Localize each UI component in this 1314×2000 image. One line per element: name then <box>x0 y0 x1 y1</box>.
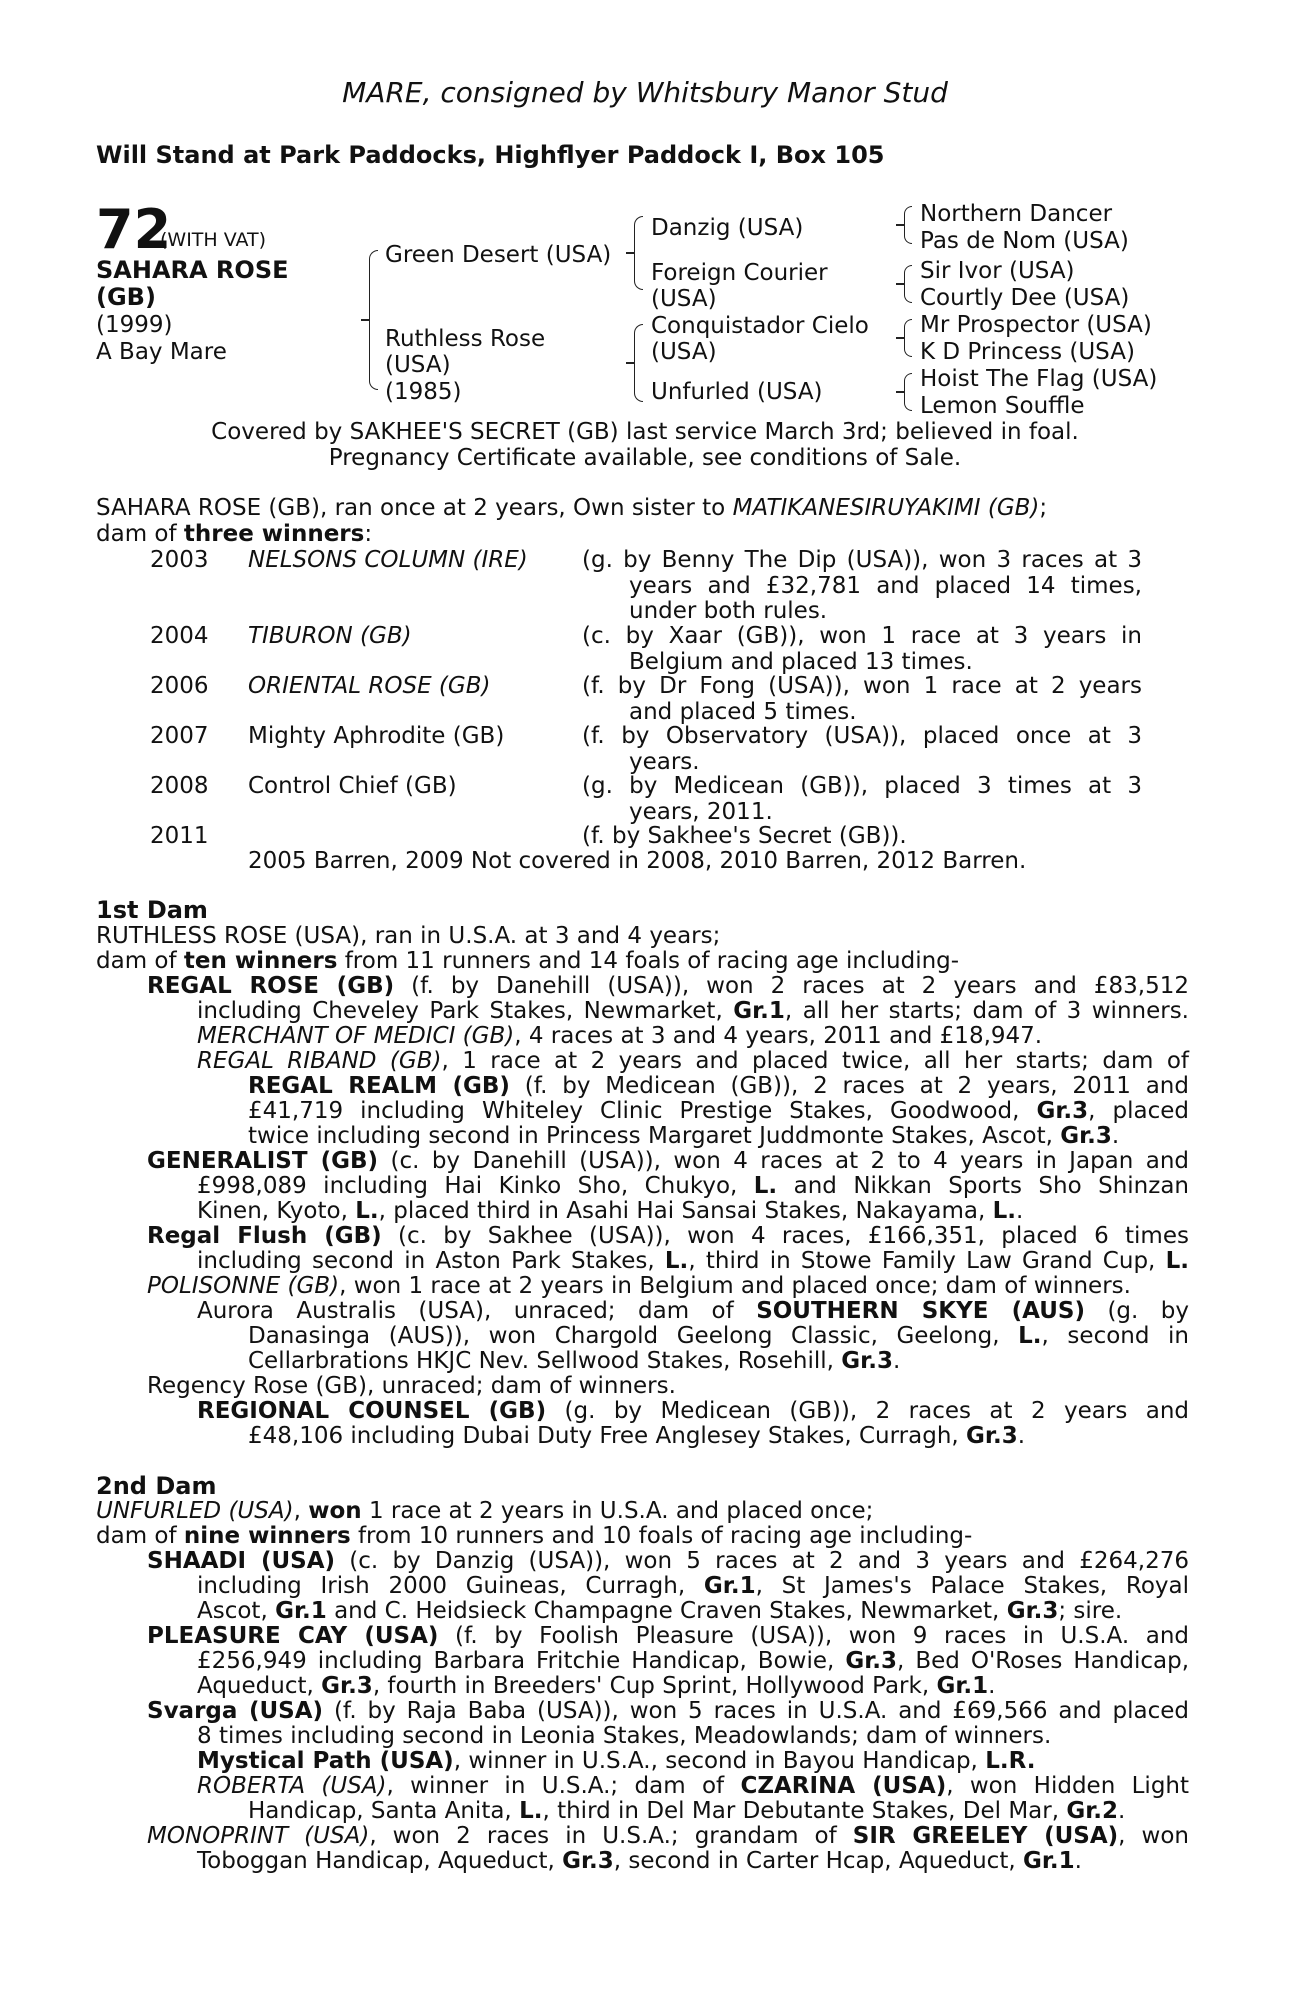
brace-dam <box>634 324 643 402</box>
text: , won 2 races in U.S.A.; grandam of <box>369 1823 853 1849</box>
cay-line-3 <box>197 1674 995 1700</box>
text: including second in Aston Park Stakes, <box>197 1248 665 1274</box>
pedigree-dam-1: Ruthless Rose <box>385 326 546 352</box>
listed-badge: L. <box>753 1173 778 1199</box>
entry-line <box>197 1049 1189 1075</box>
offspring-details <box>582 824 1142 850</box>
text: . <box>1118 1798 1126 1824</box>
aurora-line-2 <box>248 1324 1189 1350</box>
group-badge: Gr.3 <box>562 1848 614 1874</box>
shaadi-line-1 <box>147 1549 1189 1575</box>
offspring-line: and placed 5 times. <box>629 698 857 725</box>
pedigree-gg-3: Sir Ivor (USA) <box>920 258 1075 284</box>
second-dam-heading: 2nd Dam <box>96 1472 217 1500</box>
text: dam of <box>96 1523 184 1549</box>
text: from 11 runners and 14 foals of racing age including- <box>337 948 960 974</box>
intro-punct: ; <box>1039 495 1048 521</box>
pregnancy-note: Pregnancy Certificate available, see conditions of Sale. <box>328 445 962 471</box>
horse-year: (1999) <box>96 312 173 338</box>
text: twice including second in Princess Margaret Juddmonte Stakes, Ascot, <box>248 1123 1061 1149</box>
text: (g. by <box>1085 1298 1189 1324</box>
entry-line <box>197 1399 1189 1425</box>
brace-gg1 <box>904 206 912 244</box>
regal-rose-entry <box>147 974 1189 1000</box>
pedigree-dam-3: (1985) <box>385 379 462 405</box>
entry-line <box>197 1574 1189 1600</box>
entry-line <box>147 1149 1189 1175</box>
entry-line <box>197 1299 1189 1325</box>
text: , winner in U.S.A., second in Bayou Handicap, <box>453 1748 986 1774</box>
runner-name: CZARINA (USA) <box>740 1773 947 1799</box>
pedigree-gg-6: K D Princess (USA) <box>920 339 1135 365</box>
listed-badge: L. <box>1165 1248 1189 1274</box>
covered-note: Covered by SAKHEE'S SECRET (GB) last service March 3rd; believed in foal. <box>211 419 1079 445</box>
offspring-details <box>582 724 1142 775</box>
text: Handicap, Santa Anita, <box>248 1798 520 1824</box>
aurora-line-1 <box>197 1299 1189 1325</box>
text: (f. by Danehill (USA)), won 2 races at 2 years and £83,512 <box>394 973 1189 999</box>
text: , <box>293 1498 309 1524</box>
dam-name: UNFURLED (USA) <box>96 1498 294 1524</box>
intro-text: SAHARA ROSE (GB), ran once at 2 years, Own sister to <box>96 495 733 521</box>
offspring-line: under both rules. <box>629 598 828 624</box>
offspring-year: 2007 <box>150 723 209 749</box>
runner-name: SOUTHERN SKYE (AUS) <box>756 1298 1085 1324</box>
pedigree-dam-sire-2: (USA) <box>651 339 717 365</box>
entry-line <box>197 1249 1189 1275</box>
intro-line-2 <box>96 522 1196 548</box>
text: £998,089 including Hai Kinko Sho, Chukyo, <box>197 1173 754 1199</box>
text: including Cheveley Park Stakes, Newmarket, <box>197 998 734 1024</box>
listed-badge: L. <box>664 1248 689 1274</box>
text: . <box>1016 1198 1024 1224</box>
horse-name: SAHARA ROSE <box>96 256 289 284</box>
text: £48,106 including Dubai Duty Free Anglesey Stakes, Curragh, <box>248 1423 967 1449</box>
text: , won <box>1118 1823 1189 1849</box>
runner-name: REGAL REALM (GB) <box>248 1073 510 1099</box>
pedigree-sire-sire: Danzig (USA) <box>651 215 804 241</box>
entry-line <box>147 1224 1189 1250</box>
listed-badge: L. <box>519 1798 543 1824</box>
text: , all her starts; dam of 3 winners. <box>784 998 1189 1024</box>
offspring-year: 2006 <box>150 673 209 699</box>
entry-line <box>147 1624 1189 1650</box>
runner-name: SHAADI (USA) <box>147 1548 336 1574</box>
brace-gg3 <box>904 319 912 357</box>
offspring-name: TIBURON (GB) <box>248 623 412 649</box>
mystical-entry <box>197 1749 1035 1775</box>
group-badge: Gr.3 <box>1060 1123 1112 1149</box>
offspring-line: (g. by Medicean (GB)), placed 3 times at 3 <box>582 773 1142 799</box>
text: Kinen, Kyoto, <box>197 1198 356 1224</box>
pedigree-gg-7: Hoist The Flag (USA) <box>920 366 1158 392</box>
text: . <box>892 1348 901 1374</box>
offspring-line: (f. by Dr Fong (USA)), won 1 race at 2 years <box>582 673 1142 699</box>
text: (c. by Danzig (USA)), won 5 races at 2 and 3 years and £264,276 <box>335 1548 1189 1574</box>
text: ; sire. <box>1058 1598 1123 1624</box>
offspring-year: 2011 <box>150 823 209 849</box>
entry-line <box>147 1699 1189 1725</box>
text: , placed third in Asahi Hai Sansai Stakes, Nakayama, <box>378 1198 993 1224</box>
listed-badge: L. <box>992 1198 1017 1224</box>
runner-name: SIR GREELEY (USA) <box>852 1823 1119 1849</box>
text: , placed <box>1088 1098 1189 1124</box>
text: and Nikkan Sports Sho Shinzan <box>777 1173 1189 1199</box>
horse-country: (GB) <box>96 283 156 311</box>
text: Cellarbrations HKJC Nev. Sellwood Stakes, Rosehill, <box>248 1348 842 1374</box>
stand-location: Will Stand at Park Paddocks, Highflyer Paddock I, Box 105 <box>96 141 885 169</box>
text: Aqueduct, <box>197 1673 322 1699</box>
runner-name: ROBERTA (USA) <box>197 1773 387 1799</box>
pedigree-gg-8: Lemon Souffle <box>920 393 1085 419</box>
text: , St James's Palace Stakes, Royal <box>755 1573 1189 1599</box>
realm-line-1 <box>248 1074 1189 1100</box>
winners-count: three winners <box>183 520 365 547</box>
runner-name: Svarga (USA) <box>147 1698 324 1724</box>
text: . <box>988 1673 996 1699</box>
runner-name: REGAL RIBAND (GB) <box>197 1048 442 1074</box>
offspring-name: ORIENTAL ROSE (GB) <box>248 673 491 699</box>
text: , won 1 race at 2 years in Belgium and placed once; dam of winners. <box>339 1273 1131 1299</box>
listed-badge: L. <box>355 1198 379 1224</box>
horse-description: A Bay Mare <box>96 339 227 365</box>
regency-entry: Regency Rose (GB), unraced; dam of winners. <box>147 1373 676 1399</box>
mare-intro <box>96 496 1196 547</box>
runner-name: REGAL ROSE (GB) <box>147 973 395 999</box>
pedigree-dam-sire-1: Conquistador Cielo <box>651 313 869 339</box>
pedigree-gg-5: Mr Prospector (USA) <box>920 312 1152 338</box>
roberta-line-1 <box>197 1774 1189 1800</box>
text: (g. by Medicean (GB)), 2 races at 2 years and <box>546 1398 1190 1424</box>
svarga-line-1 <box>147 1699 1189 1725</box>
pedigree-dam-dam: Unfurled (USA) <box>651 379 823 405</box>
regal-rose-line-2 <box>197 999 1189 1025</box>
riband-entry <box>197 1049 1189 1075</box>
brace-gg4 <box>904 373 912 411</box>
offspring-name: Control Chief (GB) <box>248 773 457 799</box>
cay-line-1 <box>147 1624 1189 1650</box>
runner-name: GENERALIST (GB) <box>147 1148 379 1174</box>
text: won <box>308 1498 362 1524</box>
text: Aurora Australis (USA), unraced; dam of <box>197 1298 757 1324</box>
offspring-name: NELSONS COLUMN (IRE) <box>248 547 528 573</box>
entry-line <box>197 1649 1189 1675</box>
intro-line-1 <box>96 496 1196 522</box>
text: , 1 race at 2 years and placed twice, all her starts; dam of <box>441 1048 1190 1074</box>
flush-line-1 <box>147 1224 1189 1250</box>
pedigree-gg-2: Pas de Nom (USA) <box>920 228 1129 254</box>
text: , third in Stowe Family Law Grand Cup, <box>688 1248 1166 1274</box>
brace-gg2 <box>904 265 912 303</box>
second-dam-line-2 <box>96 1524 972 1550</box>
text: . <box>1111 1123 1120 1149</box>
group-badge: Gr.3 <box>966 1423 1018 1449</box>
pedigree-gg-4: Courtly Dee (USA) <box>920 285 1130 311</box>
vat-note: (WITH VAT) <box>160 229 267 251</box>
offspring-details <box>582 774 1142 825</box>
realm-line-3 <box>248 1124 1119 1150</box>
merchant-entry <box>197 1024 1042 1050</box>
first-dam-line-2 <box>96 949 959 975</box>
offspring-details <box>582 674 1142 725</box>
group-badge: Gr.3 <box>1006 1598 1059 1624</box>
text: , second in Carter Hcap, Aqueduct, <box>613 1848 1023 1874</box>
entry-line <box>147 1824 1189 1850</box>
second-dam-line-1 <box>96 1499 873 1525</box>
listed-badge: L. <box>1018 1323 1042 1349</box>
intro-dam-of: dam of <box>96 520 184 547</box>
group-badge: Gr.1 <box>1022 1848 1075 1874</box>
text: , won Hidden Light <box>946 1773 1190 1799</box>
pedigree-sire-dam-2: (USA) <box>651 286 717 312</box>
runner-name: PLEASURE CAY (USA) <box>147 1623 439 1649</box>
group-badge: Gr.1 <box>936 1673 989 1699</box>
text: , winner in U.S.A.; dam of <box>386 1773 741 1799</box>
runner-name: REGIONAL COUNSEL (GB) <box>197 1398 547 1424</box>
text: 1 race at 2 years in U.S.A. and placed once; <box>361 1498 874 1524</box>
text: (c. by Danehill (USA)), won 4 races at 2 to 4 years in Japan and <box>378 1148 1190 1174</box>
monoprint-line-1 <box>147 1824 1189 1850</box>
polisonne-entry <box>147 1274 1131 1300</box>
pedigree-dam-2: (USA) <box>385 352 451 378</box>
group-badge: Gr.3 <box>1036 1098 1089 1124</box>
text: Ascot, <box>197 1598 276 1624</box>
text: (f. by Medicean (GB)), 2 races at 2 years, 2011 and <box>509 1073 1189 1099</box>
shaadi-line-2 <box>197 1574 1189 1600</box>
offspring-details <box>582 548 1142 625</box>
text: , second in <box>1041 1323 1189 1349</box>
text: , Bed O'Roses Handicap, <box>897 1648 1189 1674</box>
text: , 4 races at 3 and 4 years, 2011 and £18,947. <box>514 1023 1043 1049</box>
offspring-line: (c. by Xaar (GB)), won 1 race at 3 years in <box>582 623 1142 649</box>
entry-line <box>197 1774 1189 1800</box>
flush-line-2 <box>197 1249 1189 1275</box>
first-dam-heading: 1st Dam <box>96 896 208 924</box>
generalist-line-1 <box>147 1149 1189 1175</box>
text: including Irish 2000 Guineas, Curragh, <box>197 1573 704 1599</box>
entry-line <box>248 1099 1189 1125</box>
entry-line <box>248 1324 1189 1350</box>
entry-line <box>147 1549 1189 1575</box>
aurora-line-3 <box>248 1349 900 1375</box>
brace-gen1 <box>369 250 378 390</box>
offspring-line: years. <box>629 748 700 775</box>
generalist-line-3 <box>197 1199 1023 1225</box>
offspring-line: (f. by Sakhee's Secret (GB)). <box>582 823 907 849</box>
counsel-line-2 <box>248 1424 1025 1450</box>
listed-badge: L.R. <box>985 1748 1036 1774</box>
barren-note: 2005 Barren, 2009 Not covered in 2008, 2010 Barren, 2012 Barren. <box>248 848 1027 874</box>
entry-line <box>147 974 1189 1000</box>
runner-name: Regal Flush (GB) <box>147 1223 382 1249</box>
offspring-year: 2003 <box>150 547 209 573</box>
offspring-year: 2008 <box>150 773 209 799</box>
runner-name: MERCHANT OF MEDICI (GB) <box>197 1023 515 1049</box>
group-badge: Gr.1 <box>275 1598 327 1624</box>
brace-sire <box>634 216 643 290</box>
offspring-line: (g. by Benny The Dip (USA)), won 3 races at 3 <box>582 547 1142 573</box>
text: Toboggan Handicap, Aqueduct, <box>197 1848 563 1874</box>
shaadi-line-3 <box>197 1599 1122 1625</box>
text: , third in Del Mar Debutante Stakes, Del Mar, <box>542 1798 1067 1824</box>
group-badge: Gr.3 <box>841 1348 893 1374</box>
consignor-heading: MARE, consigned by Whitsbury Manor Stud <box>342 76 948 109</box>
entry-line <box>197 999 1189 1025</box>
generalist-line-2 <box>197 1174 1189 1200</box>
text: . <box>1074 1848 1082 1874</box>
text: (f. by Foolish Pleasure (USA)), won 9 races in U.S.A. and <box>438 1623 1189 1649</box>
pedigree-sire: Green Desert (USA) <box>385 242 612 268</box>
offspring-line: years and £32,781 and placed 14 times, <box>629 572 1142 599</box>
roberta-line-2 <box>248 1799 1125 1825</box>
text: (f. by Raja Baba (USA)), won 5 races in U.S.A. and £69,566 and placed <box>323 1698 1189 1724</box>
monoprint-line-2 <box>197 1849 1082 1875</box>
entry-line <box>197 1174 1189 1200</box>
offspring-line: Belgium and placed 13 times. <box>629 648 973 675</box>
offspring-name: Mighty Aphrodite (GB) <box>248 723 505 749</box>
offspring-line: (f. by Observatory (USA)), placed once at 3 <box>582 723 1142 749</box>
offspring-year: 2004 <box>150 623 209 649</box>
text: . <box>1017 1423 1026 1449</box>
text: and C. Heidsieck Champagne Craven Stakes, Newmarket, <box>326 1598 1007 1624</box>
intro-colon: : <box>364 520 373 547</box>
lot-number: 72 <box>96 198 172 261</box>
offspring-details <box>582 624 1142 675</box>
sibling-name: MATIKANESIRUYAKIMI (GB) <box>732 495 1040 521</box>
pedigree-sire-dam-1: Foreign Courier <box>651 260 828 286</box>
group-badge: Gr.3 <box>845 1648 898 1674</box>
text: £41,719 including Whiteley Clinic Prestige Stakes, Goodwood, <box>248 1098 1037 1124</box>
entry-line <box>248 1074 1189 1100</box>
text: Danasinga (AUS)), won Chargold Geelong Classic, Geelong, <box>248 1323 1019 1349</box>
first-dam-line-1: RUTHLESS ROSE (USA), ran in U.S.A. at 3 and 4 years; <box>96 923 721 949</box>
text: dam of <box>96 948 184 974</box>
group-badge: Gr.2 <box>1066 1798 1119 1824</box>
offspring-line: years, 2011. <box>629 798 773 825</box>
group-badge: Gr.1 <box>733 998 785 1024</box>
cay-line-2 <box>197 1649 1189 1675</box>
runner-name: MONOPRINT (USA) <box>147 1823 370 1849</box>
winners-count: nine winners <box>183 1523 351 1549</box>
pedigree-gg-1: Northern Dancer <box>920 201 1113 227</box>
realm-line-2 <box>248 1099 1189 1125</box>
text: , fourth in Breeders' Cup Sprint, Hollywood Park, <box>372 1673 937 1699</box>
text: (c. by Sakhee (USA)), won 4 races, £166,351, placed 6 times <box>381 1223 1189 1249</box>
text: £256,949 including Barbara Fritchie Handicap, Bowie, <box>197 1648 846 1674</box>
runner-name: Mystical Path (USA) <box>197 1748 454 1774</box>
text: from 10 runners and 10 foals of racing age including- <box>350 1523 973 1549</box>
group-badge: Gr.1 <box>703 1573 756 1599</box>
counsel-line-1 <box>197 1399 1189 1425</box>
group-badge: Gr.3 <box>321 1673 373 1699</box>
svarga-line-2: 8 times including second in Leonia Stakes, Meadowlands; dam of winners. <box>197 1723 1052 1749</box>
runner-name: POLISONNE (GB) <box>147 1273 340 1299</box>
winners-count: ten winners <box>183 948 338 974</box>
